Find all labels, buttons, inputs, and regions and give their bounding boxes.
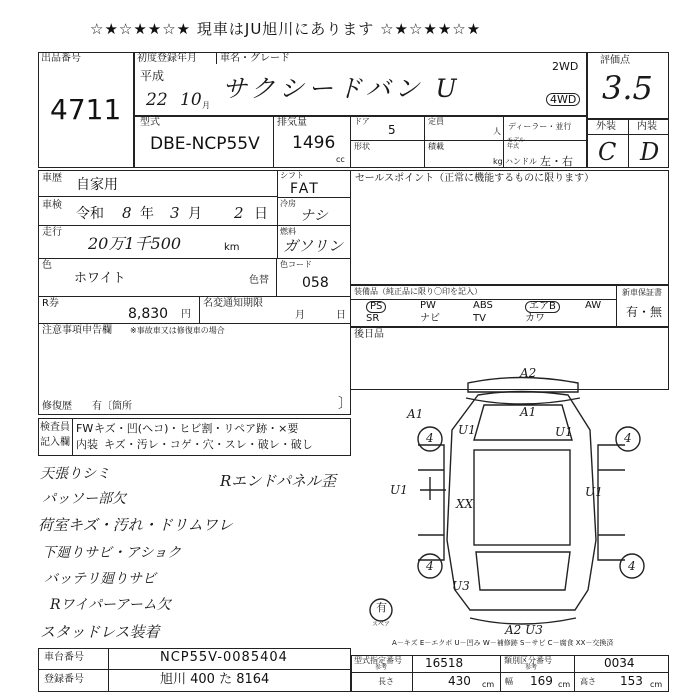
dealer-label: ディーラー・並行 <box>508 122 572 131</box>
height-unit: cm <box>650 680 663 689</box>
equipment-item: PS <box>366 301 386 313</box>
width-value: 169 <box>530 674 553 688</box>
class-no-sub: 参考 <box>525 664 538 671</box>
mileage-value: 20万1千500 <box>88 234 182 253</box>
grade-value: 3.5 <box>602 69 653 107</box>
equipment-label: 装備品（純正品に限り〇印を記入） <box>354 287 482 296</box>
meter-month: 月 <box>295 310 305 321</box>
lot-number: 4711 <box>50 93 122 126</box>
notes-note: ※事故車又は修復車の場合 <box>130 326 225 335</box>
equipment-item: PW <box>420 300 436 311</box>
mark-a1-center: A1 <box>520 405 537 419</box>
grade-label: 評価点 <box>600 55 630 66</box>
inspection-day: 2 <box>234 204 244 222</box>
color-code-label: 色コード <box>280 260 312 269</box>
repair-close-bracket: 〕 <box>338 396 352 412</box>
drive-4wd: 4WD <box>546 93 580 106</box>
model-label: 型式 <box>140 117 160 128</box>
interior-value: D <box>640 138 660 166</box>
mileage-label: 走行 <box>42 227 62 238</box>
spare-value: 有 <box>376 601 387 614</box>
mark-4-rr: 4 <box>628 559 636 573</box>
notes-label: 注意事項申告欄 <box>42 325 112 336</box>
note-3: 荷室キズ・汚れ・ドリムワレ <box>38 516 233 534</box>
width-unit: cm <box>558 680 571 689</box>
inspection-m: 月 <box>188 206 202 222</box>
equipment-item: ナビ <box>420 313 440 324</box>
sales-point-label: セールスポイント（正常に機能するものに限ります） <box>355 173 595 184</box>
mark-u1-a: U1 <box>458 423 476 437</box>
color-change-label: 色替 <box>249 275 269 286</box>
mark-u3-rear: U3 <box>452 579 470 593</box>
length-value: 430 <box>448 674 471 688</box>
note-4: 下廻りサビ・アショク <box>42 545 182 561</box>
mark-a2-top: A2 <box>520 366 537 380</box>
inspection-era: 令和 <box>76 206 104 222</box>
mark-4-fl: 4 <box>426 431 434 445</box>
reg-year: 22 <box>146 90 168 110</box>
recycle-unit: 円 <box>181 309 191 320</box>
length-unit: cm <box>482 680 495 689</box>
equipment-item: エアB <box>525 301 560 313</box>
color-code: 058 <box>302 275 329 291</box>
inspection-d: 日 <box>254 206 268 222</box>
model-value: DBE-NCP55V <box>150 134 260 154</box>
mark-xx: XX <box>456 497 474 511</box>
load-label: 積載 <box>428 142 444 151</box>
mileage-unit: km <box>224 242 240 253</box>
note-5: バッテリ廻りサビ <box>44 571 156 587</box>
after-label: 後日品 <box>354 329 384 340</box>
inspection-label: 車検 <box>42 200 62 211</box>
plate-label: 登録番号 <box>44 674 84 685</box>
lot-label: 出品番号 <box>41 53 81 64</box>
inspect-row2-label: 内装 <box>76 438 98 451</box>
doors-value: 5 <box>388 123 396 137</box>
fuel-value: ガソリン <box>283 237 344 255</box>
mark-4-fr: 4 <box>624 431 632 445</box>
length-label: 長さ <box>378 677 394 686</box>
meter-label: 名変通知期限 <box>203 298 263 309</box>
note-7: スタッドレス装着 <box>40 623 160 641</box>
diagram-legend: A－キズ E－エクボ U－凹み W－補修跡 S－サビ C－腐食 XX－交換済 <box>392 639 614 647</box>
load-unit: kg <box>493 157 503 166</box>
note-1: 天張りシミ <box>40 466 110 482</box>
banner-text: ☆★☆★★☆★ 現車はJU旭川にあります ☆★☆★★☆★ <box>90 20 482 38</box>
model-year-label: モデル年式 <box>507 137 525 150</box>
reg-month: 10 <box>180 90 202 110</box>
mark-u1-side: U1 <box>390 483 408 497</box>
car-name: サクシードバン U <box>222 74 461 103</box>
shift-value: FAT <box>290 181 320 197</box>
capacity-label: 定員 <box>428 117 444 126</box>
chassis-label: 車台番号 <box>44 652 84 663</box>
handle-label: ハンドル <box>505 157 537 166</box>
recycle-label: R券 <box>42 298 59 309</box>
doors-label: ドア <box>354 117 370 126</box>
chassis-value: NCP55V-0085404 <box>160 650 288 665</box>
form-no-label: 型式指定番号 <box>354 656 402 665</box>
mark-a1-left: A1 <box>407 407 424 421</box>
displacement-label: 排気量 <box>277 117 307 128</box>
color-value: ホワイト <box>74 271 126 286</box>
reg-month-unit: 月 <box>202 101 210 110</box>
inspect-row1-label: FW <box>76 422 94 435</box>
equipment-item: ABS <box>473 300 493 311</box>
reg-era: 平成 <box>140 69 165 83</box>
height-label: 高さ <box>580 677 596 686</box>
aircon-value: ナシ <box>300 208 328 224</box>
inspect-label-1: 検査員 <box>40 422 70 433</box>
spare-label: スペア <box>372 621 391 628</box>
equipment-item: カワ <box>525 313 545 324</box>
shift-label: シフト <box>280 171 304 180</box>
interior-label: 内装 <box>637 121 657 132</box>
form-no-sub: 参考 <box>375 664 388 671</box>
class-no-label: 類別区分番号 <box>504 656 552 665</box>
note-6: Rワイパーアーム欠 <box>50 597 171 613</box>
height-value: 153 <box>620 674 643 688</box>
mark-u1-b: U1 <box>555 425 573 439</box>
plate-value: 旭川 400 た 8164 <box>160 672 270 687</box>
equipment-item: AW <box>585 300 602 311</box>
equipment-item: SR <box>366 313 380 324</box>
repair-label: 修復歴 <box>42 401 72 412</box>
fuel-label: 燃料 <box>280 227 296 236</box>
meter-day: 日 <box>336 310 346 321</box>
remark: Rエンドパネル歪 <box>220 472 336 490</box>
aircon-label: 冷房 <box>280 199 296 208</box>
drive-2wd: 2WD <box>552 60 579 73</box>
width-label: 幅 <box>505 677 513 686</box>
mark-4-rl: 4 <box>426 559 434 573</box>
new-book-label: 新車保証書 <box>622 288 662 297</box>
inspection-month: 3 <box>170 204 180 222</box>
inspection-y: 年 <box>140 206 154 222</box>
reg-label: 初度登録年月 <box>137 53 197 64</box>
recycle-value: 8,830 <box>128 306 169 322</box>
equipment-item: TV <box>473 313 486 324</box>
shape-label: 形状 <box>354 142 370 151</box>
exterior-label: 外装 <box>596 121 616 132</box>
inspect-row1: キズ・凹(ヘコ)・ヒビ割・リペア跡・×要 <box>94 422 299 435</box>
displacement-value: 1496 <box>292 133 336 153</box>
class-no-value: 0034 <box>604 656 635 670</box>
repair-value: 有〔箇所 <box>92 401 132 412</box>
mark-a2-u3-bottom: A2 U3 <box>505 623 543 637</box>
form-no-value: 16518 <box>425 656 464 670</box>
handle-options: 左・右 <box>540 155 573 168</box>
inspection-year: 8 <box>122 204 132 222</box>
capacity-unit: 人 <box>493 127 501 136</box>
usage-value: 自家用 <box>76 177 118 193</box>
color-label: 色 <box>42 260 52 271</box>
car-label: 車名・グレード <box>220 53 290 64</box>
exterior-value: C <box>598 138 617 166</box>
inspect-label-2: 記入欄 <box>40 437 70 448</box>
mark-u1-right: U1 <box>585 485 603 499</box>
usage-label: 車歴 <box>42 173 62 184</box>
displacement-unit: cc <box>336 155 345 164</box>
inspect-row2: キズ・汚レ・コゲ・穴・スレ・破レ・破し <box>104 438 313 451</box>
new-book-value: 有・無 <box>626 305 663 319</box>
note-2: パッソー部欠 <box>42 491 126 507</box>
